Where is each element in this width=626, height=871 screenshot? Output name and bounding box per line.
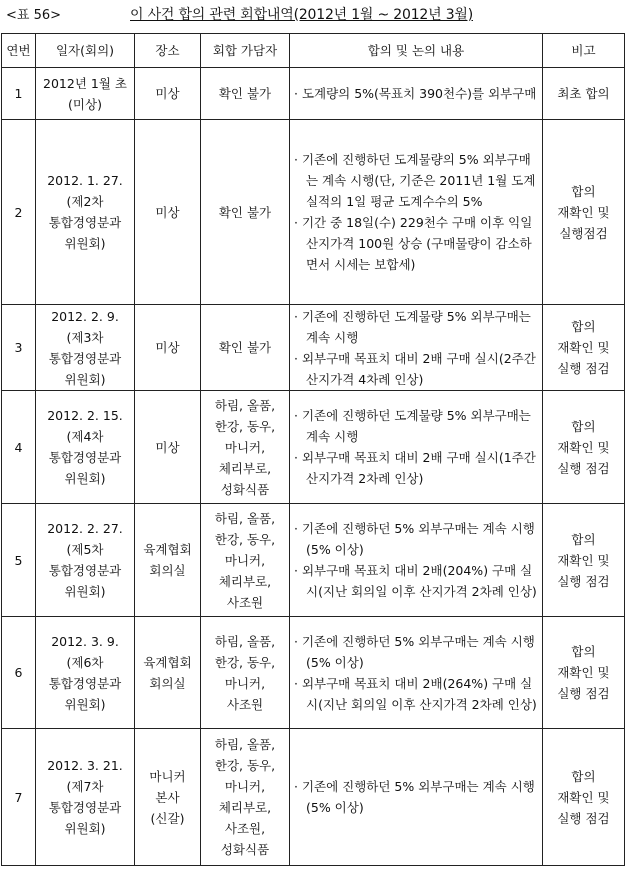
- participants-cell: [201, 120, 290, 305]
- content-bullet: · 기존에 진행하던 도계물량의 5% 외부구매는 계속 시행(단, 기준은 2011년 1월 도계실적의 1일 평균 도계수수의 5%: [294, 149, 539, 212]
- note-line: 재확인 및: [557, 789, 610, 805]
- place-cell: [135, 617, 201, 729]
- participant-line: 체리부로,: [218, 573, 272, 589]
- date-line: 위원회): [64, 471, 106, 486]
- content-cell: [290, 120, 543, 305]
- date-line: 2012. 3. 21.: [47, 758, 123, 773]
- table-row: [2, 391, 625, 504]
- date-line: 2012. 3. 9.: [51, 633, 119, 649]
- place-line: 회의실: [149, 563, 186, 578]
- date-line: 위원회): [64, 821, 106, 836]
- column-header: 비고: [543, 34, 625, 68]
- content-cell: [290, 68, 543, 120]
- content-bullet: · 외부구매 목표치 대비 2배(264%) 구매 실시(지난 회의일 이후 산지가격 2차례 인상): [294, 673, 539, 715]
- participant-line: 마니커,: [224, 439, 266, 455]
- row-number: 4: [2, 391, 36, 504]
- note-cell: [543, 391, 625, 504]
- note-line: 재확인 및: [557, 439, 610, 455]
- date-line: 통합경영분과: [48, 675, 122, 691]
- table-title: 이 사건 합의 관련 회합내역(2012년 1월 ~ 2012년 3월): [130, 7, 473, 23]
- participant-line: 체리부로,: [218, 800, 272, 815]
- date-line: 2012년 1월 초: [43, 75, 127, 91]
- date-line: 위원회): [64, 236, 106, 251]
- participants-cell: [201, 391, 290, 504]
- note-line: 재확인 및: [557, 340, 610, 355]
- note-line: 실행 점검: [557, 460, 610, 476]
- content-cell: [290, 504, 543, 617]
- participants-cell: [201, 504, 290, 617]
- date-line: 통합경영분과: [48, 800, 122, 815]
- participant-line: 체리부로,: [218, 460, 272, 476]
- date-cell: [36, 504, 135, 617]
- participant-line: 하림, 올품,: [214, 737, 276, 752]
- note-line: 합의: [571, 768, 596, 784]
- row-number: 7: [2, 729, 36, 866]
- participant-line: 확인 불가: [218, 86, 272, 101]
- note-cell: [543, 120, 625, 305]
- table-row: [2, 120, 625, 305]
- column-header: 일자(회의): [36, 34, 135, 68]
- table-row: [2, 68, 625, 120]
- content-cell: [290, 305, 543, 391]
- content-bullet: · 기존에 진행하던 5% 외부구매는 계속 시행(5% 이상): [294, 776, 539, 818]
- participants-cell: [201, 68, 290, 120]
- participants-cell: [201, 305, 290, 391]
- participant-line: 마니커,: [224, 552, 266, 568]
- content-bullet: · 기존에 진행하던 도계물량 5% 외부구매는 계속 시행: [294, 306, 539, 348]
- date-line: (제4차: [66, 429, 104, 444]
- date-line: (제2차: [66, 194, 104, 209]
- place-line: 육계협회: [143, 654, 192, 670]
- date-cell: [36, 617, 135, 729]
- note-line: 합의: [571, 319, 596, 334]
- table-row: [2, 729, 625, 866]
- place-line: 회의실: [149, 675, 186, 691]
- place-line: (신갈): [150, 810, 185, 826]
- date-line: 2012. 2. 9.: [51, 308, 119, 324]
- content-bullet: · 외부구매 목표치 대비 2배 구매 실시(2주간 산지가격 4차례 인상): [294, 348, 539, 390]
- date-line: 2012. 1. 27.: [47, 173, 123, 188]
- place-line: 육계협회: [143, 542, 192, 557]
- content-cell: [290, 729, 543, 866]
- note-line: 실행 점검: [557, 686, 610, 701]
- participant-line: 한강, 동우,: [214, 654, 276, 670]
- participant-line: 확인 불가: [218, 340, 272, 355]
- place-cell: [135, 305, 201, 391]
- participant-line: 확인 불가: [218, 204, 272, 220]
- participant-line: 마니커,: [224, 779, 266, 794]
- participant-line: 사조원: [226, 594, 264, 610]
- place-cell: [135, 68, 201, 120]
- participants-cell: [201, 729, 290, 866]
- date-line: 위원회): [64, 371, 106, 387]
- note-cell: [543, 729, 625, 866]
- column-header: 회합 가담자: [201, 34, 290, 68]
- participant-line: 한강, 동우,: [214, 758, 276, 773]
- date-cell: [36, 68, 135, 120]
- place-line: 본사: [155, 789, 180, 805]
- note-line: 실행 점검: [557, 810, 610, 826]
- place-cell: [135, 120, 201, 305]
- note-line: 합의: [571, 183, 596, 199]
- place-line: 미상: [155, 86, 180, 101]
- row-number: 2: [2, 120, 36, 305]
- date-line: 2012. 2. 15.: [47, 408, 123, 423]
- table-row: [2, 504, 625, 617]
- note-line: 재확인 및: [557, 552, 610, 568]
- column-header: 연번: [2, 34, 36, 68]
- table-tag: <표 56>: [6, 8, 62, 23]
- participant-line: 한강, 동우,: [214, 531, 276, 547]
- note-line: 재확인 및: [557, 204, 610, 220]
- date-cell: [36, 391, 135, 504]
- content-bullet: · 기존에 진행하던 도계물량 5% 외부구매는 계속 시행: [294, 405, 539, 447]
- note-cell: [543, 305, 625, 391]
- content-bullet: · 기존에 진행하던 5% 외부구매는 계속 시행(5% 이상): [294, 631, 539, 673]
- content-cell: [290, 391, 543, 504]
- participant-line: 하림, 올품,: [214, 633, 276, 649]
- participant-line: 성화식품: [220, 842, 270, 857]
- content-bullet: · 외부구매 목표치 대비 2배 구매 실시(1주간 산지가격 2차례 인상): [294, 447, 539, 489]
- date-line: 통합경영분과: [48, 215, 122, 230]
- content-cell: [290, 617, 543, 729]
- meetings-table: [1, 33, 625, 866]
- date-line: 통합경영분과: [48, 563, 122, 578]
- place-cell: [135, 504, 201, 617]
- date-line: 2012. 2. 27.: [47, 521, 123, 536]
- participant-line: 하림, 올품,: [214, 397, 276, 413]
- content-bullet: · 기존에 진행하던 5% 외부구매는 계속 시행(5% 이상): [294, 518, 539, 560]
- column-header: 장소: [135, 34, 201, 68]
- note-cell: [543, 617, 625, 729]
- date-line: (제5차: [66, 542, 104, 557]
- participant-line: 사조원: [226, 696, 264, 712]
- note-line: 합의: [571, 418, 596, 434]
- participant-line: 마니커,: [224, 675, 266, 691]
- date-cell: [36, 120, 135, 305]
- date-line: 위원회): [64, 584, 106, 599]
- date-line: (미상): [68, 96, 102, 112]
- note-line: 최초 합의: [557, 86, 610, 101]
- participant-line: 사조원,: [224, 821, 266, 836]
- note-line: 실행점검: [559, 225, 608, 241]
- place-cell: [135, 729, 201, 866]
- date-line: (제6차: [66, 654, 104, 670]
- content-bullet: · 기간 중 18일(수) 229천수 구매 이후 익일 산지가격 100원 상승 (구매물량이 감소하면서 시세는 보합세): [294, 212, 539, 275]
- date-line: (제3차: [66, 329, 104, 345]
- table-row: [2, 305, 625, 391]
- place-line: 미상: [155, 204, 180, 220]
- note-line: 실행 점검: [557, 573, 610, 589]
- note-cell: [543, 504, 625, 617]
- header-row: [2, 34, 625, 68]
- place-line: 마니커: [149, 768, 186, 784]
- participant-line: 성화식품: [220, 481, 270, 497]
- participant-line: 하림, 올품,: [214, 510, 276, 526]
- note-line: 실행 점검: [557, 361, 610, 376]
- content-bullet: · 도계량의 5%(목표치 390천수)를 외부구매: [294, 83, 539, 104]
- note-line: 재확인 및: [557, 665, 610, 680]
- date-line: 위원회): [64, 696, 106, 712]
- place-line: 미상: [155, 439, 180, 455]
- note-line: 합의: [571, 644, 596, 659]
- note-line: 합의: [571, 531, 596, 547]
- place-cell: [135, 391, 201, 504]
- row-number: 5: [2, 504, 36, 617]
- row-number: 6: [2, 617, 36, 729]
- date-line: 통합경영분과: [48, 350, 122, 366]
- row-number: 1: [2, 68, 36, 120]
- row-number: 3: [2, 305, 36, 391]
- content-bullet: · 외부구매 목표치 대비 2배(204%) 구매 실시(지난 회의일 이후 산지가격 2차례 인상): [294, 560, 539, 602]
- date-line: 통합경영분과: [48, 450, 122, 465]
- note-cell: [543, 68, 625, 120]
- date-cell: [36, 729, 135, 866]
- date-cell: [36, 305, 135, 391]
- table-row: [2, 617, 625, 729]
- place-line: 미상: [155, 340, 180, 355]
- participants-cell: [201, 617, 290, 729]
- participant-line: 한강, 동우,: [214, 418, 276, 434]
- column-header: 합의 및 논의 내용: [290, 34, 543, 68]
- date-line: (제7차: [66, 779, 104, 794]
